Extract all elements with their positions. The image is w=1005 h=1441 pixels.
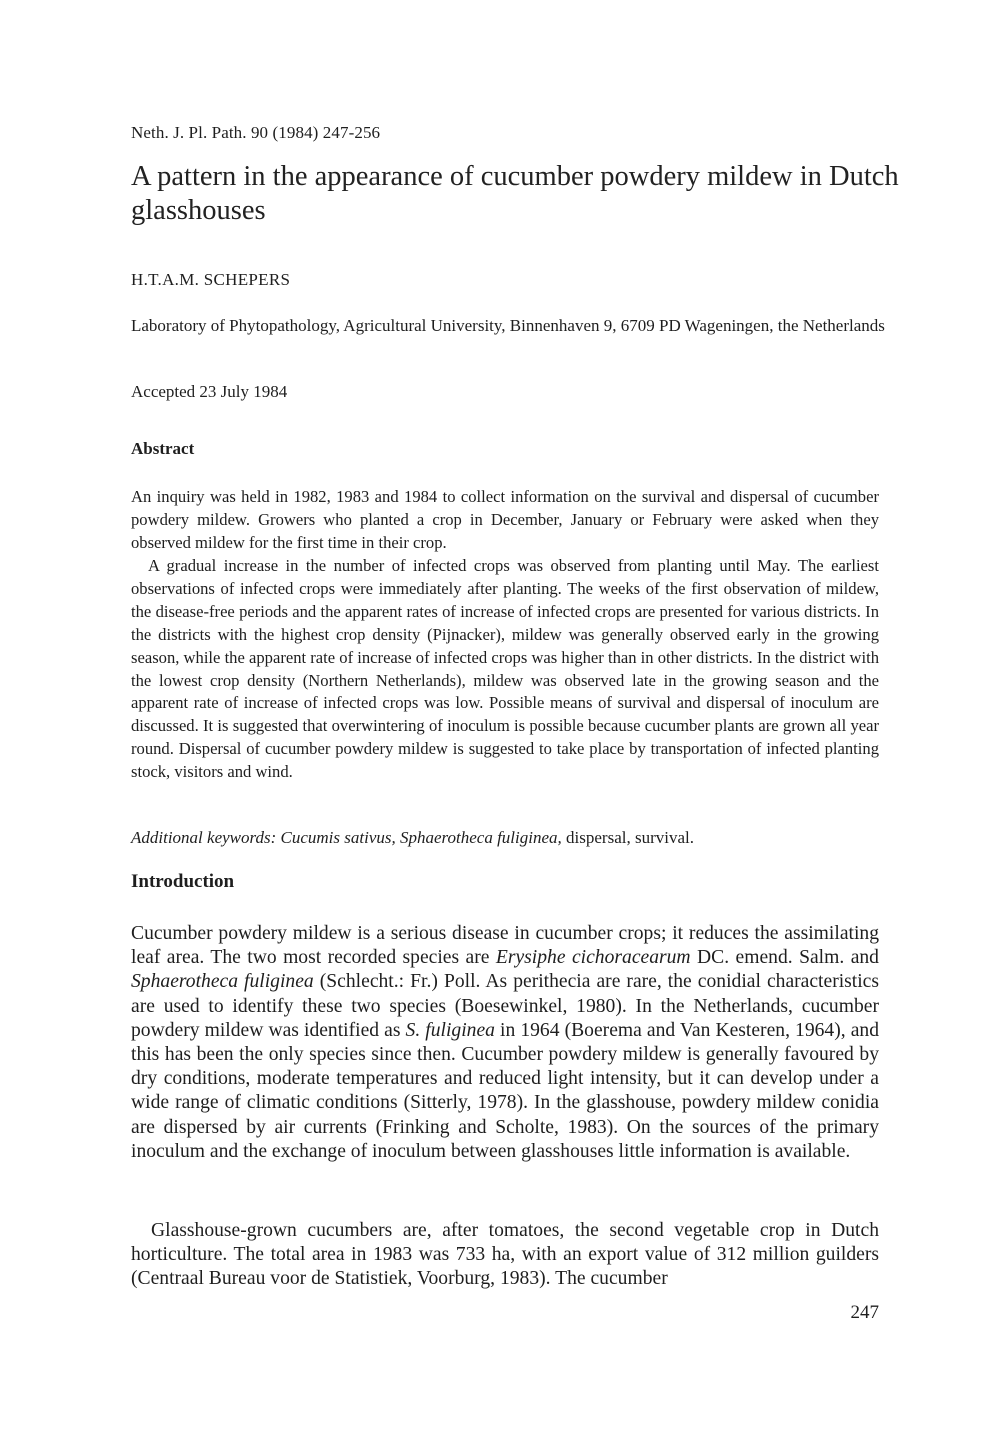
keywords-label: Additional keywords: bbox=[131, 828, 277, 847]
accepted-date: Accepted 23 July 1984 bbox=[131, 382, 288, 401]
journal-reference: Neth. J. Pl. Path. 90 (1984) 247-256 bbox=[131, 123, 381, 142]
intro-text: DC. emend. Salm. and bbox=[690, 947, 879, 969]
affiliation: Laboratory of Phytopathology, Agricultural University, Binnenhaven 9, 6709 PD Wageningen, the Netherlands bbox=[131, 316, 885, 335]
keywords-rest: dispersal, survival. bbox=[566, 828, 694, 847]
author: H.T.A.M. SCHEPERS bbox=[131, 270, 291, 289]
species-name: S. fuliginea bbox=[405, 1019, 495, 1041]
keywords bbox=[131, 828, 694, 848]
intro-text: (Schlecht.: Fr.) Poll. As perithecia are rare, the conidial characteristics are used to identify these two species (Boesewinkel, 1980). In the Netherlands, cucumber powdery mildew was identified as bbox=[131, 971, 879, 1041]
introduction-paragraph-2: Glasshouse-grown cucumbers are, after tomatoes, the second vegetable crop in Dutch horticulture. The total area in 1983 was 733 ha, with an export value of 312 million guilders (Centraal Bureau voor de Statistiek, Voorburg, 1983). The cucumber bbox=[131, 1220, 879, 1290]
intro-text: in 1964 (Boerema and Van Kesteren, 1964), and this has been the only species since then. Cucumber powdery mildew is generally favoured by dry conditions, moderate temperatures and reduced light intensity, but it can develop under a wide range of climatic conditions (Sitterly, 1978). In the glasshouse, powdery mildew conidia are dispersed by air currents (Frinking and Scholte, 1983). On the sources of the primary inoculum and the exchange of inoculum between glasshouses little information is available. bbox=[131, 1019, 879, 1162]
abstract-heading: Abstract bbox=[131, 439, 195, 458]
keywords-species: Cucumis sativus, Sphaerotheca fuliginea, bbox=[280, 828, 562, 847]
abstract-paragraph-1: An inquiry was held in 1982, 1983 and 1984 to collect information on the survival and dispersal of cucumber powdery mildew. Growers who planted a crop in December, January or February were asked when they observed mildew for the first time in their crop. bbox=[131, 487, 879, 552]
page-number: 247 bbox=[850, 1302, 879, 1323]
abstract-paragraph-2: A gradual increase in the number of infected crops was observed from planting until May. The earliest observations of infected crops were immediately after planting. The weeks of the first observation of mildew, the disease-free periods and the apparent rates of increase of infected crops are presented for various districts. In the districts with the highest crop density (Pijnacker), mildew was generally observed early in the growing season, while the apparent rate of increase of infected crops was higher than in other districts. In the district with the lowest crop density (Northern Netherlands), mildew was observed late in the growing season and the apparent rate of increase of infected crops was low. Possible means of survival and dispersal of inoculum are discussed. It is suggested that overwintering of inoculum is possible because cucumber plants are grown all year round. Dispersal of cucumber powdery mildew is suggested to take place by transportation of infected planting stock, visitors and wind. bbox=[131, 556, 879, 782]
species-name: Sphaerotheca fuliginea bbox=[131, 971, 314, 993]
species-name: Erysiphe cichoracearum bbox=[495, 947, 691, 969]
intro-text: Cucumber powdery mildew is a serious disease in cucumber crops; it reduces the assimilating leaf area. The two most recorded species are bbox=[131, 923, 879, 969]
introduction-heading: Introduction bbox=[131, 871, 235, 892]
introduction-paragraph-1 bbox=[131, 922, 879, 1164]
article-title: A pattern in the appearance of cucumber powdery mildew in Dutch glasshouses bbox=[131, 161, 899, 226]
